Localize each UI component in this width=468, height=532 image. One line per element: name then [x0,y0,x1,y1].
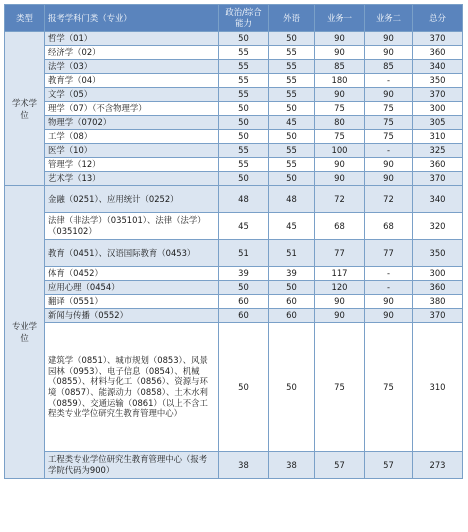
total-score-cell: 380 [413,295,463,309]
foreign-score-cell: 60 [269,309,315,323]
politics-score-cell: 55 [219,74,269,88]
total-score-cell: 320 [413,213,463,240]
total-score-cell: 340 [413,60,463,74]
course1-score-cell: 90 [315,32,365,46]
subject-cell: 教育（0451）、汉语国际教育（0453） [45,240,219,267]
total-score-cell: 360 [413,46,463,60]
foreign-score-cell: 45 [269,116,315,130]
subject-cell: 新闻与传播（0552） [45,309,219,323]
total-score-cell: 310 [413,323,463,452]
table-row [5,281,463,295]
header-course2: 业务二 [365,5,413,32]
course1-score-cell: 90 [315,88,365,102]
foreign-score-cell: 55 [269,158,315,172]
foreign-score-cell: 50 [269,172,315,186]
course1-score-cell: 100 [315,144,365,158]
politics-score-cell: 55 [219,46,269,60]
course2-score-cell: 75 [365,102,413,116]
table-row [5,74,463,88]
politics-score-cell: 50 [219,32,269,46]
subject-cell: 理学（07）（不含物理学） [45,102,219,116]
table-row [5,130,463,144]
academic-degree-label: 学术学位 [5,32,45,186]
course2-score-cell: 90 [365,295,413,309]
course2-score-cell: 75 [365,323,413,452]
table-row [5,102,463,116]
total-score-cell: 300 [413,102,463,116]
politics-score-cell: 39 [219,267,269,281]
course1-score-cell: 90 [315,46,365,60]
total-score-cell: 360 [413,281,463,295]
table-row [5,116,463,130]
foreign-score-cell: 50 [269,130,315,144]
subject-cell: 体育（0452） [45,267,219,281]
course1-score-cell: 80 [315,116,365,130]
header-course1: 业务一 [315,5,365,32]
total-score-cell: 273 [413,452,463,479]
course2-score-cell: 85 [365,60,413,74]
foreign-score-cell: 50 [269,323,315,452]
course1-score-cell: 180 [315,74,365,88]
course1-score-cell: 120 [315,281,365,295]
foreign-score-cell: 50 [269,32,315,46]
subject-cell: 文学（05） [45,88,219,102]
politics-score-cell: 55 [219,144,269,158]
foreign-score-cell: 51 [269,240,315,267]
table-row [5,267,463,281]
course1-score-cell: 90 [315,309,365,323]
politics-score-cell: 55 [219,60,269,74]
table-row [5,295,463,309]
politics-score-cell: 45 [219,213,269,240]
subject-cell: 应用心理（0454） [45,281,219,295]
course1-score-cell: 117 [315,267,365,281]
foreign-score-cell: 38 [269,452,315,479]
table-row [5,88,463,102]
politics-score-cell: 60 [219,309,269,323]
foreign-score-cell: 60 [269,295,315,309]
foreign-score-cell: 55 [269,74,315,88]
table-row [5,186,463,213]
politics-score-cell: 51 [219,240,269,267]
course2-score-cell: 75 [365,116,413,130]
professional-degree-label: 专业学位 [5,186,45,479]
total-score-cell: 370 [413,32,463,46]
subject-cell: 工学（08） [45,130,219,144]
course2-score-cell: 90 [365,46,413,60]
table-row [5,144,463,158]
course1-score-cell: 77 [315,240,365,267]
subject-cell: 法律（非法学）（035101）、法律（法学）（035102） [45,213,219,240]
table-row [5,323,463,452]
subject-cell: 物理学（0702） [45,116,219,130]
table-row [5,158,463,172]
total-score-cell: 360 [413,158,463,172]
table-row [5,172,463,186]
course2-score-cell: - [365,267,413,281]
total-score-cell: 350 [413,240,463,267]
politics-score-cell: 38 [219,452,269,479]
total-score-cell: 310 [413,130,463,144]
politics-score-cell: 50 [219,116,269,130]
politics-score-cell: 50 [219,323,269,452]
header-subject: 报考学科门类（专业） [45,5,219,32]
course1-score-cell: 72 [315,186,365,213]
course2-score-cell: 90 [365,172,413,186]
table-row [5,32,463,46]
foreign-score-cell: 55 [269,46,315,60]
politics-score-cell: 55 [219,88,269,102]
total-score-cell: 340 [413,186,463,213]
header-total: 总分 [413,5,463,32]
foreign-score-cell: 48 [269,186,315,213]
politics-score-cell: 48 [219,186,269,213]
header-type: 类型 [5,5,45,32]
course1-score-cell: 90 [315,295,365,309]
course2-score-cell: - [365,144,413,158]
subject-cell: 医学（10） [45,144,219,158]
foreign-score-cell: 55 [269,60,315,74]
table-row [5,46,463,60]
course2-score-cell: 90 [365,309,413,323]
subject-cell: 金融（0251）、应用统计（0252） [45,186,219,213]
course2-score-cell: 75 [365,130,413,144]
total-score-cell: 300 [413,267,463,281]
course1-score-cell: 75 [315,130,365,144]
foreign-score-cell: 39 [269,267,315,281]
total-score-cell: 350 [413,74,463,88]
course1-score-cell: 75 [315,102,365,116]
course1-score-cell: 90 [315,158,365,172]
table-row [5,60,463,74]
score-table-container [4,4,462,479]
course2-score-cell: 90 [365,158,413,172]
course2-score-cell: 90 [365,32,413,46]
subject-cell: 教育学（04） [45,74,219,88]
politics-score-cell: 60 [219,295,269,309]
subject-cell: 法学（03） [45,60,219,74]
foreign-score-cell: 45 [269,213,315,240]
header-row [5,5,463,32]
course2-score-cell: 57 [365,452,413,479]
total-score-cell: 325 [413,144,463,158]
foreign-score-cell: 50 [269,281,315,295]
politics-score-cell: 50 [219,130,269,144]
course2-score-cell: - [365,281,413,295]
total-score-cell: 305 [413,116,463,130]
course1-score-cell: 68 [315,213,365,240]
subject-cell: 翻译（0551） [45,295,219,309]
foreign-score-cell: 50 [269,102,315,116]
score-table [4,4,463,479]
table-row [5,213,463,240]
table-row [5,309,463,323]
course2-score-cell: 68 [365,213,413,240]
course2-score-cell: 90 [365,88,413,102]
total-score-cell: 370 [413,88,463,102]
table-row [5,240,463,267]
table-row [5,452,463,479]
total-score-cell: 370 [413,172,463,186]
course1-score-cell: 90 [315,172,365,186]
course1-score-cell: 57 [315,452,365,479]
total-score-cell: 370 [413,309,463,323]
foreign-score-cell: 55 [269,144,315,158]
subject-cell: 管理学（12） [45,158,219,172]
course1-score-cell: 85 [315,60,365,74]
subject-cell: 经济学（02） [45,46,219,60]
header-politics: 政治/综合能力 [219,5,269,32]
subject-cell: 艺术学（13） [45,172,219,186]
subject-cell: 工程类专业学位研究生教育管理中心（报考学院代码为900） [45,452,219,479]
politics-score-cell: 50 [219,172,269,186]
course2-score-cell: 77 [365,240,413,267]
course2-score-cell: - [365,74,413,88]
course1-score-cell: 75 [315,323,365,452]
foreign-score-cell: 55 [269,88,315,102]
politics-score-cell: 50 [219,281,269,295]
politics-score-cell: 50 [219,102,269,116]
header-foreign: 外语 [269,5,315,32]
course2-score-cell: 72 [365,186,413,213]
politics-score-cell: 55 [219,158,269,172]
subject-cell: 建筑学（0851）、城市规划（0853）、风景园林（0953）、电子信息（0854）、机械（0855）、材料与化工（0856）、资源与环境（0857）、能源动力（0858）、土木水利（0859）、交通运输（0861）（以上不含工程类专业学位研究生教育管理中心） [45,323,219,452]
subject-cell: 哲学（01） [45,32,219,46]
